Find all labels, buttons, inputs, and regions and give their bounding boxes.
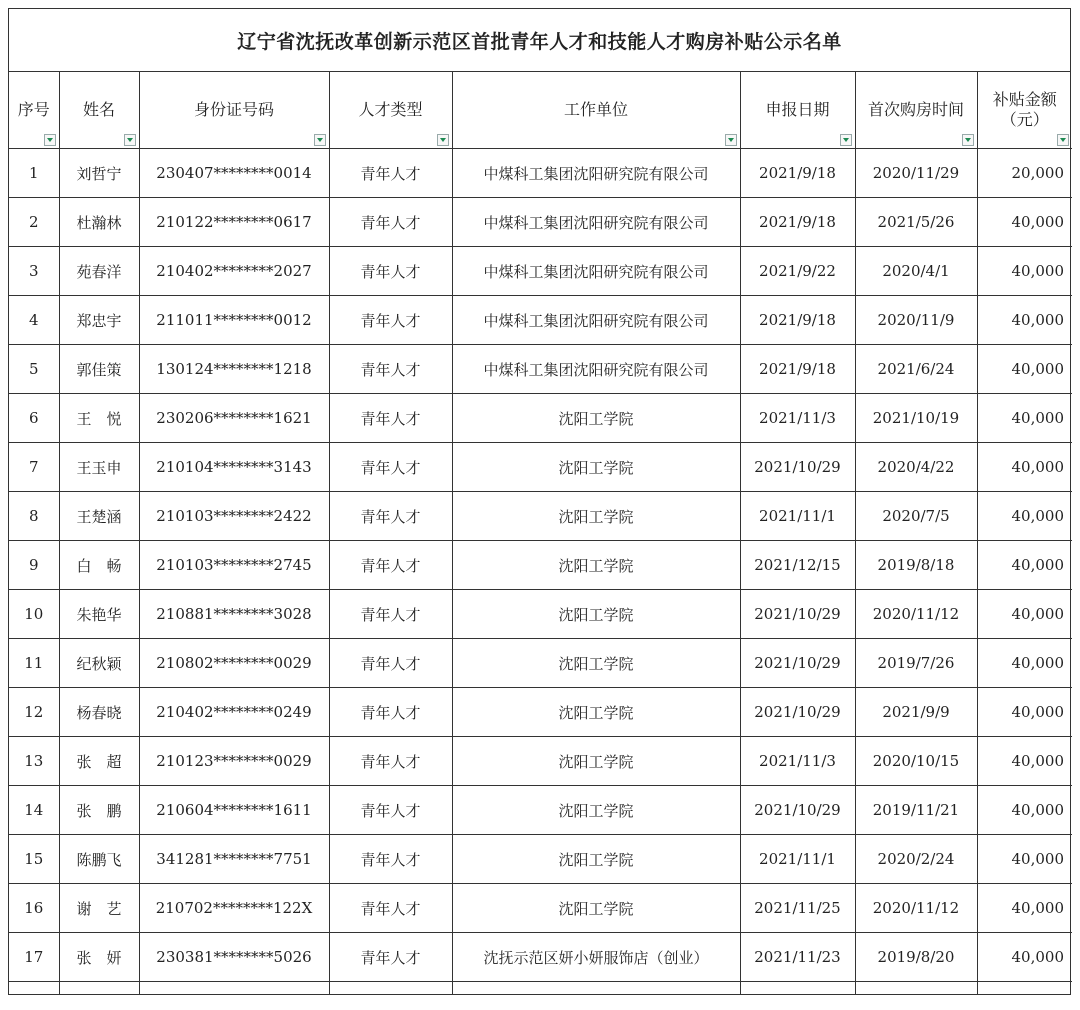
table-row xyxy=(9,933,1072,982)
cell-work-unit: 中煤科工集团沈阳研究院有限公司 xyxy=(452,149,740,198)
cell-subsidy-amount: 40,000 xyxy=(977,639,1072,688)
table-row xyxy=(9,737,1072,786)
cell-no: 14 xyxy=(9,786,59,835)
cell-work-unit: 中煤科工集团沈阳研究院有限公司 xyxy=(452,247,740,296)
col-header-name xyxy=(59,72,139,149)
cell-no: 2 xyxy=(9,198,59,247)
cell-name: 张 鹏 xyxy=(59,786,139,835)
cell-name: 刘哲宁 xyxy=(59,149,139,198)
col-header-apply-date xyxy=(740,72,855,149)
cell-talent-type: 青年人才 xyxy=(329,590,452,639)
table-row xyxy=(9,345,1072,394)
column-label: 序号 xyxy=(17,100,50,119)
cell-id-number: 210103********2745 xyxy=(139,541,329,590)
header-row xyxy=(9,72,1072,149)
col-header-unit xyxy=(452,72,740,149)
cell-first-purchase-date: 2021/9/9 xyxy=(855,688,977,737)
table-row xyxy=(9,884,1072,933)
column-label: 姓名 xyxy=(82,100,115,119)
cell-id-number: 210103********2422 xyxy=(139,492,329,541)
cell-no: 4 xyxy=(9,296,59,345)
table-row xyxy=(9,786,1072,835)
cell-id-number: 210881********3028 xyxy=(139,590,329,639)
cell-subsidy-amount: 40,000 xyxy=(977,737,1072,786)
table-body xyxy=(9,149,1072,995)
cell-name: 纪秋颖 xyxy=(59,639,139,688)
cell-talent-type: 青年人才 xyxy=(329,492,452,541)
filter-dropdown-icon[interactable] xyxy=(314,134,326,146)
cell-talent-type: 青年人才 xyxy=(329,835,452,884)
sheet-title: 辽宁省沈抚改革创新示范区首批青年人才和技能人才购房补贴公示名单 xyxy=(9,9,1070,72)
dropdown-arrow-icon xyxy=(127,138,133,142)
filter-dropdown-icon[interactable] xyxy=(1057,134,1069,146)
cell-apply-date: 2021/10/29 xyxy=(740,443,855,492)
cell-subsidy-amount: 40,000 xyxy=(977,541,1072,590)
cell-work-unit: 沈阳工学院 xyxy=(452,786,740,835)
cell-id-number: 210604********1611 xyxy=(139,786,329,835)
cell-no: 11 xyxy=(9,639,59,688)
cell-talent-type: 青年人才 xyxy=(329,541,452,590)
cell-subsidy-amount: 40,000 xyxy=(977,492,1072,541)
cell-id-number: 210122********0617 xyxy=(139,198,329,247)
cell-first-purchase-date: 2020/11/9 xyxy=(855,296,977,345)
dropdown-arrow-icon xyxy=(965,138,971,142)
cell-first-purchase-date: 2019/8/18 xyxy=(855,541,977,590)
cell-subsidy-amount: 40,000 xyxy=(977,198,1072,247)
cell-work-unit: 沈阳工学院 xyxy=(452,492,740,541)
dropdown-arrow-icon xyxy=(843,138,849,142)
cell-first-purchase-date: 2019/7/26 xyxy=(855,639,977,688)
cell-apply-date: 2021/11/25 xyxy=(740,884,855,933)
cell-no: 3 xyxy=(9,247,59,296)
cell-first-purchase-date: 2020/4/22 xyxy=(855,443,977,492)
cell-no: 16 xyxy=(9,884,59,933)
dropdown-arrow-icon xyxy=(47,138,53,142)
subsidy-list-sheet xyxy=(8,8,1071,995)
table-row xyxy=(9,296,1072,345)
empty-cell xyxy=(139,982,329,995)
cell-talent-type: 青年人才 xyxy=(329,884,452,933)
cell-first-purchase-date: 2021/6/24 xyxy=(855,345,977,394)
cell-apply-date: 2021/11/1 xyxy=(740,835,855,884)
cell-apply-date: 2021/12/15 xyxy=(740,541,855,590)
cell-subsidy-amount: 40,000 xyxy=(977,835,1072,884)
cell-apply-date: 2021/11/3 xyxy=(740,737,855,786)
cell-apply-date: 2021/10/29 xyxy=(740,688,855,737)
cell-no: 17 xyxy=(9,933,59,982)
cell-name: 张 妍 xyxy=(59,933,139,982)
empty-row xyxy=(9,982,1072,995)
cell-no: 12 xyxy=(9,688,59,737)
cell-first-purchase-date: 2020/11/12 xyxy=(855,884,977,933)
filter-dropdown-icon[interactable] xyxy=(962,134,974,146)
table-row xyxy=(9,590,1072,639)
cell-work-unit: 沈阳工学院 xyxy=(452,443,740,492)
filter-dropdown-icon[interactable] xyxy=(840,134,852,146)
empty-cell xyxy=(740,982,855,995)
table-row xyxy=(9,541,1072,590)
cell-talent-type: 青年人才 xyxy=(329,198,452,247)
cell-id-number: 230381********5026 xyxy=(139,933,329,982)
cell-name: 陈鹏飞 xyxy=(59,835,139,884)
cell-apply-date: 2021/10/29 xyxy=(740,786,855,835)
cell-no: 6 xyxy=(9,394,59,443)
cell-name: 王玉申 xyxy=(59,443,139,492)
cell-first-purchase-date: 2020/7/5 xyxy=(855,492,977,541)
cell-talent-type: 青年人才 xyxy=(329,737,452,786)
column-label: 人才类型 xyxy=(358,100,423,119)
cell-apply-date: 2021/9/18 xyxy=(740,149,855,198)
cell-work-unit: 沈阳工学院 xyxy=(452,884,740,933)
cell-subsidy-amount: 40,000 xyxy=(977,933,1072,982)
cell-work-unit: 沈阳工学院 xyxy=(452,688,740,737)
dropdown-arrow-icon xyxy=(440,138,446,142)
cell-subsidy-amount: 40,000 xyxy=(977,884,1072,933)
cell-no: 9 xyxy=(9,541,59,590)
cell-apply-date: 2021/9/18 xyxy=(740,345,855,394)
cell-talent-type: 青年人才 xyxy=(329,443,452,492)
table-row xyxy=(9,394,1072,443)
cell-apply-date: 2021/11/23 xyxy=(740,933,855,982)
empty-cell xyxy=(329,982,452,995)
cell-first-purchase-date: 2020/4/1 xyxy=(855,247,977,296)
column-label: 申报日期 xyxy=(765,100,830,119)
table-row xyxy=(9,492,1072,541)
cell-work-unit: 沈阳工学院 xyxy=(452,590,740,639)
cell-name: 朱艳华 xyxy=(59,590,139,639)
column-label: 身份证号码 xyxy=(193,100,274,119)
cell-talent-type: 青年人才 xyxy=(329,933,452,982)
cell-name: 白 畅 xyxy=(59,541,139,590)
cell-apply-date: 2021/10/29 xyxy=(740,590,855,639)
table-row xyxy=(9,443,1072,492)
empty-cell xyxy=(977,982,1072,995)
cell-apply-date: 2021/9/18 xyxy=(740,296,855,345)
cell-no: 8 xyxy=(9,492,59,541)
cell-subsidy-amount: 40,000 xyxy=(977,296,1072,345)
col-header-type xyxy=(329,72,452,149)
col-header-no xyxy=(9,72,59,149)
cell-subsidy-amount: 40,000 xyxy=(977,590,1072,639)
cell-work-unit: 沈阳工学院 xyxy=(452,639,740,688)
cell-id-number: 210123********0029 xyxy=(139,737,329,786)
cell-first-purchase-date: 2020/2/24 xyxy=(855,835,977,884)
cell-first-purchase-date: 2021/5/26 xyxy=(855,198,977,247)
cell-talent-type: 青年人才 xyxy=(329,296,452,345)
cell-apply-date: 2021/10/29 xyxy=(740,639,855,688)
cell-id-number: 210104********3143 xyxy=(139,443,329,492)
cell-no: 1 xyxy=(9,149,59,198)
column-label: 工作单位 xyxy=(563,100,628,119)
empty-cell xyxy=(59,982,139,995)
cell-id-number: 211011********0012 xyxy=(139,296,329,345)
cell-subsidy-amount: 40,000 xyxy=(977,394,1072,443)
cell-subsidy-amount: 40,000 xyxy=(977,247,1072,296)
filter-dropdown-icon[interactable] xyxy=(124,134,136,146)
cell-talent-type: 青年人才 xyxy=(329,786,452,835)
cell-no: 10 xyxy=(9,590,59,639)
cell-first-purchase-date: 2019/8/20 xyxy=(855,933,977,982)
empty-cell xyxy=(9,982,59,995)
cell-talent-type: 青年人才 xyxy=(329,639,452,688)
cell-work-unit: 沈阳工学院 xyxy=(452,394,740,443)
cell-name: 郭佳策 xyxy=(59,345,139,394)
column-label: 补贴金额（元） xyxy=(992,90,1057,129)
empty-cell xyxy=(452,982,740,995)
cell-name: 杨春晓 xyxy=(59,688,139,737)
table-row xyxy=(9,247,1072,296)
cell-apply-date: 2021/9/18 xyxy=(740,198,855,247)
cell-talent-type: 青年人才 xyxy=(329,688,452,737)
cell-id-number: 210402********0249 xyxy=(139,688,329,737)
cell-no: 5 xyxy=(9,345,59,394)
cell-first-purchase-date: 2019/11/21 xyxy=(855,786,977,835)
cell-no: 15 xyxy=(9,835,59,884)
cell-id-number: 230407********0014 xyxy=(139,149,329,198)
cell-work-unit: 中煤科工集团沈阳研究院有限公司 xyxy=(452,198,740,247)
cell-no: 13 xyxy=(9,737,59,786)
empty-cell xyxy=(855,982,977,995)
cell-first-purchase-date: 2020/10/15 xyxy=(855,737,977,786)
cell-apply-date: 2021/11/1 xyxy=(740,492,855,541)
col-header-amount xyxy=(977,72,1072,149)
cell-id-number: 230206********1621 xyxy=(139,394,329,443)
table-row xyxy=(9,688,1072,737)
cell-talent-type: 青年人才 xyxy=(329,247,452,296)
column-label: 首次购房时间 xyxy=(867,100,964,119)
cell-id-number: 210802********0029 xyxy=(139,639,329,688)
dropdown-arrow-icon xyxy=(317,138,323,142)
cell-name: 郑忠宇 xyxy=(59,296,139,345)
cell-id-number: 341281********7751 xyxy=(139,835,329,884)
cell-name: 王楚涵 xyxy=(59,492,139,541)
cell-subsidy-amount: 40,000 xyxy=(977,345,1072,394)
cell-first-purchase-date: 2020/11/29 xyxy=(855,149,977,198)
cell-work-unit: 沈阳工学院 xyxy=(452,541,740,590)
table-row xyxy=(9,639,1072,688)
filter-dropdown-icon[interactable] xyxy=(437,134,449,146)
cell-subsidy-amount: 40,000 xyxy=(977,786,1072,835)
cell-name: 谢 艺 xyxy=(59,884,139,933)
cell-name: 张 超 xyxy=(59,737,139,786)
cell-id-number: 210402********2027 xyxy=(139,247,329,296)
dropdown-arrow-icon xyxy=(1060,138,1066,142)
cell-apply-date: 2021/11/3 xyxy=(740,394,855,443)
table-row xyxy=(9,198,1072,247)
cell-talent-type: 青年人才 xyxy=(329,345,452,394)
table-row xyxy=(9,149,1072,198)
cell-name: 苑春洋 xyxy=(59,247,139,296)
cell-talent-type: 青年人才 xyxy=(329,149,452,198)
cell-first-purchase-date: 2021/10/19 xyxy=(855,394,977,443)
cell-no: 7 xyxy=(9,443,59,492)
table-row xyxy=(9,835,1072,884)
cell-work-unit: 中煤科工集团沈阳研究院有限公司 xyxy=(452,345,740,394)
cell-talent-type: 青年人才 xyxy=(329,394,452,443)
cell-first-purchase-date: 2020/11/12 xyxy=(855,590,977,639)
cell-name: 王 悦 xyxy=(59,394,139,443)
cell-id-number: 210702********122X xyxy=(139,884,329,933)
cell-id-number: 130124********1218 xyxy=(139,345,329,394)
filter-dropdown-icon[interactable] xyxy=(725,134,737,146)
cell-subsidy-amount: 20,000 xyxy=(977,149,1072,198)
dropdown-arrow-icon xyxy=(728,138,734,142)
cell-subsidy-amount: 40,000 xyxy=(977,688,1072,737)
filter-dropdown-icon[interactable] xyxy=(44,134,56,146)
cell-work-unit: 沈阳工学院 xyxy=(452,737,740,786)
cell-work-unit: 沈阳工学院 xyxy=(452,835,740,884)
col-header-id xyxy=(139,72,329,149)
cell-name: 杜瀚林 xyxy=(59,198,139,247)
cell-work-unit: 沈抚示范区妍小妍服饰店（创业） xyxy=(452,933,740,982)
cell-subsidy-amount: 40,000 xyxy=(977,443,1072,492)
cell-work-unit: 中煤科工集团沈阳研究院有限公司 xyxy=(452,296,740,345)
col-header-first-purchase xyxy=(855,72,977,149)
cell-apply-date: 2021/9/22 xyxy=(740,247,855,296)
subsidy-table xyxy=(9,72,1072,994)
